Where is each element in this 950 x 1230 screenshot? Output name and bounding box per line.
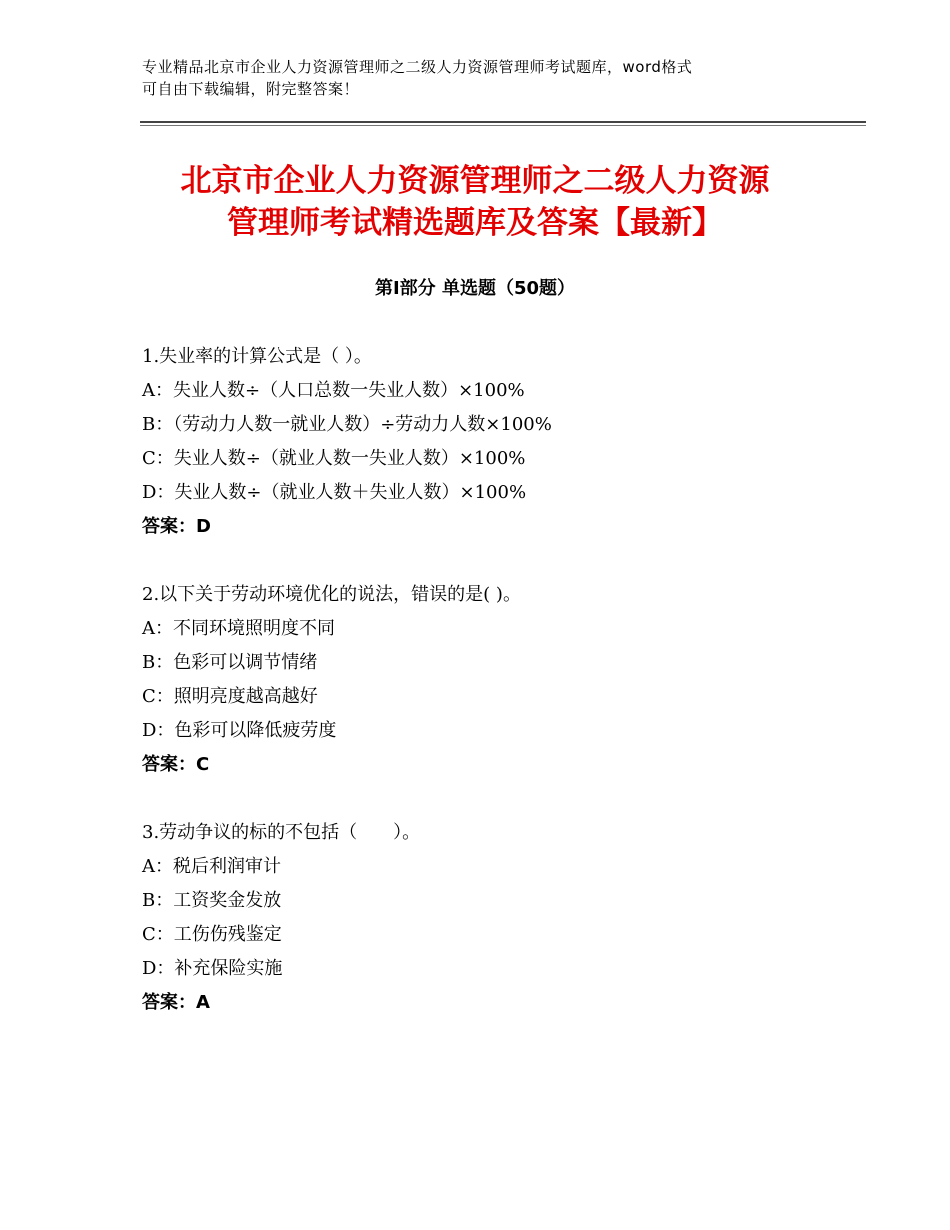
option-d: D：补充保险实施 [142, 958, 283, 979]
header-note [142, 56, 822, 100]
header-divider-thin [140, 125, 866, 126]
question-stem: 1.失业率的计算公式是（ ）。 [142, 346, 372, 367]
option-c: C：失业人数÷（就业人数一失业人数）×100% [142, 448, 526, 469]
answer-label: 答案：C [142, 754, 210, 775]
section-heading: 第Ⅰ部分 单选题（50题） [374, 278, 575, 299]
option-d: D：色彩可以降低疲劳度 [142, 720, 337, 741]
option-b: B：（劳动力人数一就业人数）÷劳动力人数×100% [142, 414, 552, 435]
option-c: C：工伤伤残鉴定 [142, 924, 282, 945]
question-3 [142, 816, 862, 1020]
header-note-line-2: 可自由下载编辑，附完整答案！ [142, 80, 360, 98]
question-list [142, 340, 862, 1054]
option-b: B：色彩可以调节情绪 [142, 652, 318, 673]
answer-label: 答案：A [142, 992, 210, 1013]
option-a: A：税后利润审计 [142, 856, 281, 877]
option-b: B：工资奖金发放 [142, 890, 282, 911]
document-title [100, 160, 850, 244]
question-1 [142, 340, 862, 544]
option-a: A：不同环境照明度不同 [142, 618, 335, 639]
option-d: D：失业人数÷（就业人数＋失业人数）×100% [142, 482, 527, 503]
header-note-line-1: 专业精品北京市企业人力资源管理师之二级人力资源管理师考试题库，word格式 [142, 58, 693, 76]
question-stem: 2.以下关于劳动环境优化的说法，错误的是( )。 [142, 584, 521, 605]
document-title-line-2: 管理师考试精选题库及答案【最新】 [227, 205, 723, 241]
option-c: C：照明亮度越高越好 [142, 686, 318, 707]
question-stem: 3.劳动争议的标的不包括（ ）。 [142, 822, 421, 843]
header-divider-thick [140, 121, 866, 123]
question-2 [142, 578, 862, 782]
answer-label: 答案：D [142, 516, 211, 537]
document-title-line-1: 北京市企业人力资源管理师之二级人力资源 [180, 163, 770, 199]
option-a: A：失业人数÷（人口总数一失业人数）×100% [142, 380, 525, 401]
